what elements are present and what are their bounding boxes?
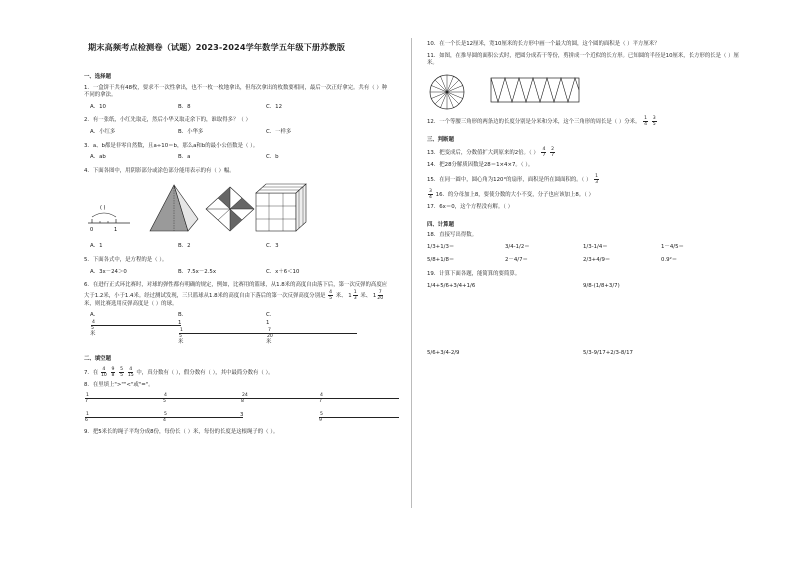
option-c[interactable]: C．$1\frac{7}{20}$米 [266,312,354,346]
fraction: $\frac{9}{8}$ [111,366,115,378]
axis-label-1: 1 [114,227,118,234]
right-column [427,41,747,364]
question-6 [84,282,392,308]
question-4-options [90,243,392,251]
number-line-figure [88,205,130,233]
question-11-figures [427,72,747,114]
compare-item[interactable]: $\frac{4}{5}\frac{5}{4}$ [162,393,240,423]
oral-calc-item[interactable]: 2－4/7＝ [505,257,528,264]
fraction: $\frac{7}{20}$ [377,289,384,301]
diamond-figure [206,187,254,231]
option-b[interactable]: B．8 [178,103,191,110]
option-a[interactable]: A．10 [90,103,106,110]
option-b[interactable]: B．小华多 [178,128,204,135]
sliced-circle [430,75,464,109]
question-4-figures [84,179,392,241]
text: 1 [372,292,377,299]
question-11: 11．如图，在推导圆的面积公式时，把圆分成若干等份，剪拼成一个近似的长方形。已知圆的半径是10厘米，长方形的长是（ ）厘米。 [427,52,739,67]
question-1: 1．一盒饼干共有48枚，要求不一次性拿出，也不一枚一枚地拿出，但每次拿出的枚数要相同，最后一次正好拿完。共有（ ）种不同的拿法。 [84,84,388,99]
question-19-row-1 [427,283,747,291]
question-3: 3．a、b都是非零自然数，且a÷10＝b，那么a和b的最小公倍数是（ ）。 [84,142,259,149]
option-a[interactable]: A．3x－24＞0 [90,268,127,275]
approx-rectangle [491,78,579,102]
fraction: $\frac{5}{5}$ [120,366,124,378]
question-19-row-2 [427,350,747,358]
question-10: 10．在一个长是12厘米，宽10厘米的长方形中画一个最大的圆，这个圆的面积是（ ）平方厘米？ [427,41,660,47]
question-6-options [90,312,392,346]
question-19: 19．计算下面各题，能简算的要简算。 [427,270,521,277]
question-15 [427,174,747,185]
option-c[interactable]: C．b [266,154,279,161]
svg-text:( ): ( ) [100,205,106,212]
question-9: 9．把5米长的绳子平均分成8份，每份长（ ）米，每份的长度是这根绳子的（ ）。 [84,428,279,435]
fraction: $\frac{1}{4}$ [644,115,648,127]
left-column [84,72,392,440]
option-c[interactable]: C．3 [266,243,279,250]
column-divider [411,38,412,508]
section-judge: 三、判断题 [427,136,454,143]
calc-item[interactable]: 5/3-9/17+2/3-8/17 [583,350,633,357]
fraction: $\frac{4}{7}$ [542,147,546,159]
calc-item[interactable]: 1/4+5/6+3/4+1/6 [427,282,476,289]
question-2-options [90,129,392,137]
oral-calc-item[interactable]: 1/3+1/3＝ [427,243,455,250]
option-c[interactable]: C．12 [266,103,283,110]
option-a[interactable]: A．ab [90,154,106,161]
question-17: 17．6x＝0，这个方程没有解。（ ） [427,203,514,210]
option-b[interactable]: B．7.5x－2.5x [178,268,217,275]
section-fill: 二、填空题 [84,356,111,363]
compare-item[interactable]: $\frac{4}{7}\frac{5}{9}$ [318,393,396,423]
question-18-row-2 [427,257,747,265]
option-a[interactable]: A．1 [90,243,103,250]
question-2: 2．有一张纸，小红先取走，然后小华又取走余下的，谁取得多？（ ） [84,117,251,124]
oral-calc-item[interactable]: 2/3+4/9＝ [583,257,611,264]
axis-label-0: 0 [90,227,94,234]
fraction: $\frac{4}{10}$ [100,366,107,378]
question-4: 4．下面各图中，用阴影部分或涂色部分能用表示的有（ ）幅。 [84,167,235,174]
pyramid-figure [150,185,198,231]
text: 16．的分母加上8，要使分数的大小不变，分子也应该加上8。（ ） [435,191,594,198]
text: 7．在 [84,369,99,376]
question-7 [84,367,392,378]
option-c[interactable]: C．x＋6＜10 [266,268,300,275]
question-3-options [90,154,392,162]
question-8-items [84,393,392,423]
oral-calc-item[interactable]: 1－4/5＝ [661,243,684,250]
text: 米，则比赛选用反弹高度是（ ）的球。 [84,300,178,307]
option-a[interactable]: A．$\frac{4}{5}$米 [90,312,178,346]
question-18: 18．直接写出得数。 [427,232,477,239]
section-choice: 一、选择题 [84,74,111,80]
cube-figure [256,184,306,231]
question-14: 14．把28分解质因数是28＝1×4×7。（ ）。 [427,162,534,169]
fraction: $\frac{3}{5}$ [652,115,656,127]
question-16 [427,189,747,200]
option-b[interactable]: B．a [178,154,191,161]
compare-item[interactable]: $\frac{1}{7}\frac{1}{6}$ [84,393,162,423]
question-5: 5．下面各式中，是方程的是（ ）。 [84,256,168,263]
question-4-figure-set [84,179,384,241]
oral-calc-item[interactable]: 3/4-1/2＝ [505,243,530,250]
section-calc: 四、计算题 [427,221,454,228]
question-12 [427,116,747,127]
calc-item[interactable]: 5/6+3/4-2/9 [427,350,460,357]
oral-calc-item[interactable]: 1/3-1/4＝ [583,243,608,250]
text: 中，真分数有（ ），假分数有（ ），其中最简分数有（ ）。 [136,369,274,376]
compare-item[interactable]: $\frac{24}{8}3$ [240,393,318,423]
option-c[interactable]: C．一样多 [266,128,292,135]
fraction: $\frac{4}{15}$ [127,366,134,378]
fraction: $\frac{4}{5}$ [329,289,333,301]
option-b[interactable]: B．2 [178,243,191,250]
question-5-options [90,269,392,277]
oral-calc-item[interactable]: 5/8+1/8＝ [427,257,455,264]
page-title: 期末高频考点检测卷（试题）2023-2024学年数学五年级下册苏教版 [88,42,346,52]
calc-item[interactable]: 9/8-(1/8+3/7) [583,282,620,289]
text: 米、 [360,292,372,299]
question-1-options [90,104,392,112]
text: 12．一个等腰三角形的两条边的长度分别是分米和分米，这个三角形的周长是（ ）分米。 [427,118,641,125]
question-8: 8．在里填上">""<"或"="。 [84,381,154,388]
question-6-text: 6．在进行正式环比赛时，对球的弹性都有明确的规定，例如，比赛用的篮球，从1.8米的高度自由落下后，第一次反弹的高度应大于1.2米，小于1.4米。经过测试发现，三只篮球从1.8米的高度自由下落后的第一次反弹高度分别是 [84,282,388,299]
question-18-row-1 [427,244,747,252]
fraction: $\frac{3}{4}$ [429,188,432,200]
option-b[interactable]: B．$1\frac{1}{5}$米 [178,312,266,346]
text: 1 [348,292,352,299]
oral-calc-item[interactable]: 0.9²＝ [661,257,678,264]
circle-rectangle-figure [427,72,727,114]
question-13 [427,147,747,158]
option-a[interactable]: A．小红多 [90,128,116,135]
text: 13．把变成后，分数值扩大到原来的2倍。（ ） [427,150,539,157]
fraction: $\frac{1}{3}$ [353,289,357,301]
text: 米、 [335,292,347,299]
fraction: $\frac{1}{3}$ [595,173,599,185]
fraction: $\frac{2}{7}$ [551,147,555,159]
text: 15．在同一圆中，圆心角为120°的扇形，面积是所在圆面积的。（ ） [427,176,592,183]
